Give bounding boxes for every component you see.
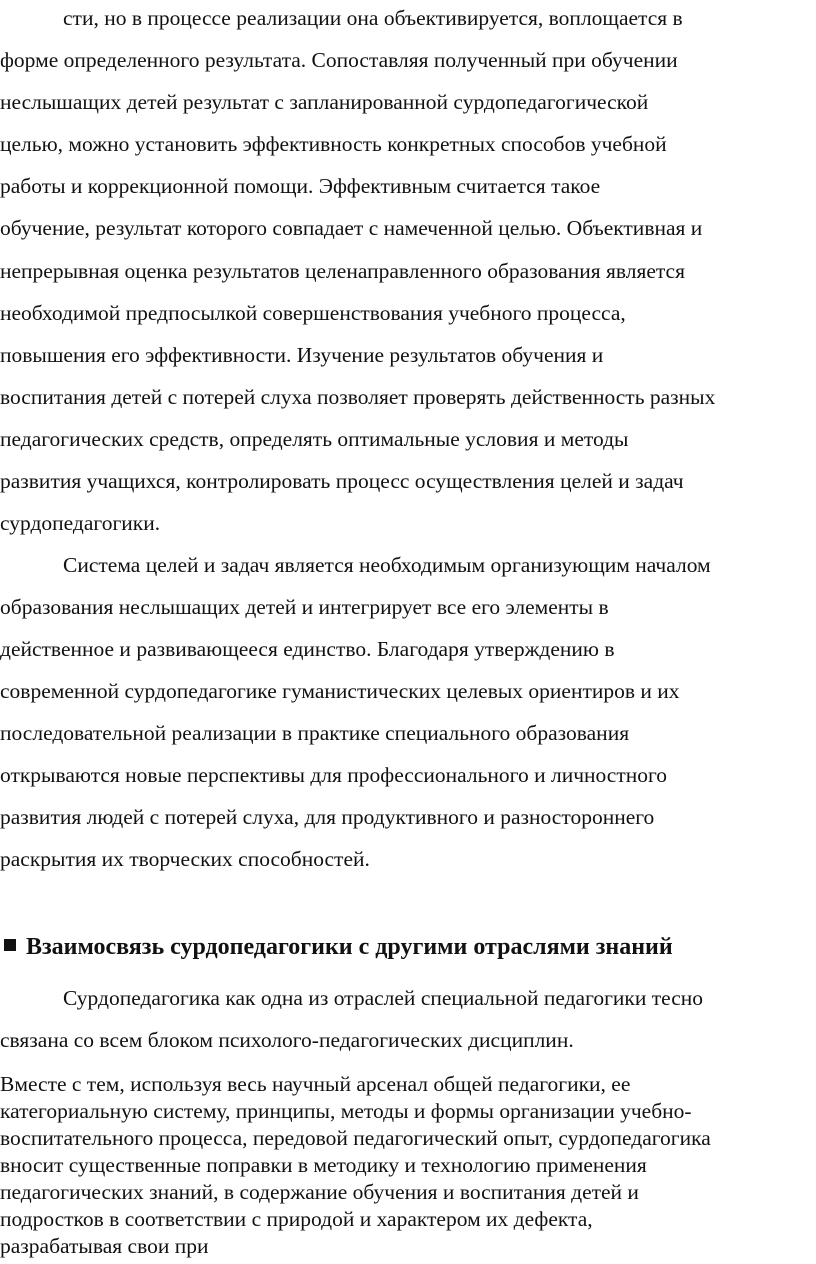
text-line: воспитательного процесса, передовой педагогический опыт, сурдопедагогика [0,1126,711,1150]
text-line: образования неслышащих детей и интегрирует все его элементы в [0,595,609,619]
text-line: форме определенного результата. Сопоставляя полученный при обучении [0,48,678,72]
text-line: воспитания детей с потерей слуха позволяет проверять действенность разных [0,385,716,409]
text-line: действенное и развивающееся единство. Благодаря утверждению в [0,637,615,661]
text-line: педагогических знаний, в содержание обучения и воспитания детей и [0,1180,639,1204]
text-line: последовательной реализации в практике специального образования [0,721,630,745]
text-line: сти, но в процессе реализации она объективируется, воплощается в [63,6,683,30]
text-line: неслышащих детей результат с запланированной сурдопедагогической [0,90,649,114]
text-line: необходимой предпосылкой совершенствования учебного процесса, [0,301,626,325]
text-line: современной сурдопедагогике гуманистических целевых ориентиров и их [0,679,680,703]
text-line: непрерывная оценка результатов целенаправленного образования является [0,259,685,283]
text-line: разрабатывая свои при [0,1234,209,1258]
text-line: повышения его эффективности. Изучение результатов обучения и [0,343,604,367]
text-line: подростков в соответствии с природой и характером их дефекта, [0,1207,593,1231]
text-line: открываются новые перспективы для профессионального и личностного [0,763,668,787]
text-line: раскрытия их творческих способностей. [0,847,370,871]
text-line: целью, можно установить эффективность конкретных способов учебной [0,132,667,156]
text-line: Вместе с тем, используя весь научный арсенал общей педагогики, ее [0,1072,631,1096]
text-line: категориальную систему, принципы, методы и формы организации учебно- [0,1099,692,1123]
section-heading [4,934,673,961]
text-line: развития учащихся, контролировать процесс осуществления целей и задач [0,469,684,493]
text-line: педагогических средств, определять оптимальные условия и методы [0,427,629,451]
text-line: сурдопедагогики. [0,511,161,535]
text-line: Сурдопедагогика как одна из отраслей специальной педагогики тесно [63,986,704,1010]
text-line: работы и коррекционной помощи. Эффективным считается такое [0,174,601,198]
text-line: связана со всем блоком психолого-педагогических дисциплин. [0,1028,574,1052]
text-line: развития людей с потерей слуха, для продуктивного и разностороннего [0,805,655,829]
square-bullet-icon [4,939,16,951]
text-line: вносит существенные поправки в методику и технологию применения [0,1153,647,1177]
text-line: Система целей и задач является необходимым организующим началом [63,553,711,577]
section-heading-text: Взаимосвязь сурдопедагогики с другими отраслями знаний [26,934,673,960]
text-line: обучение, результат которого совпадает с намеченной целью. Объективная и [0,216,703,240]
